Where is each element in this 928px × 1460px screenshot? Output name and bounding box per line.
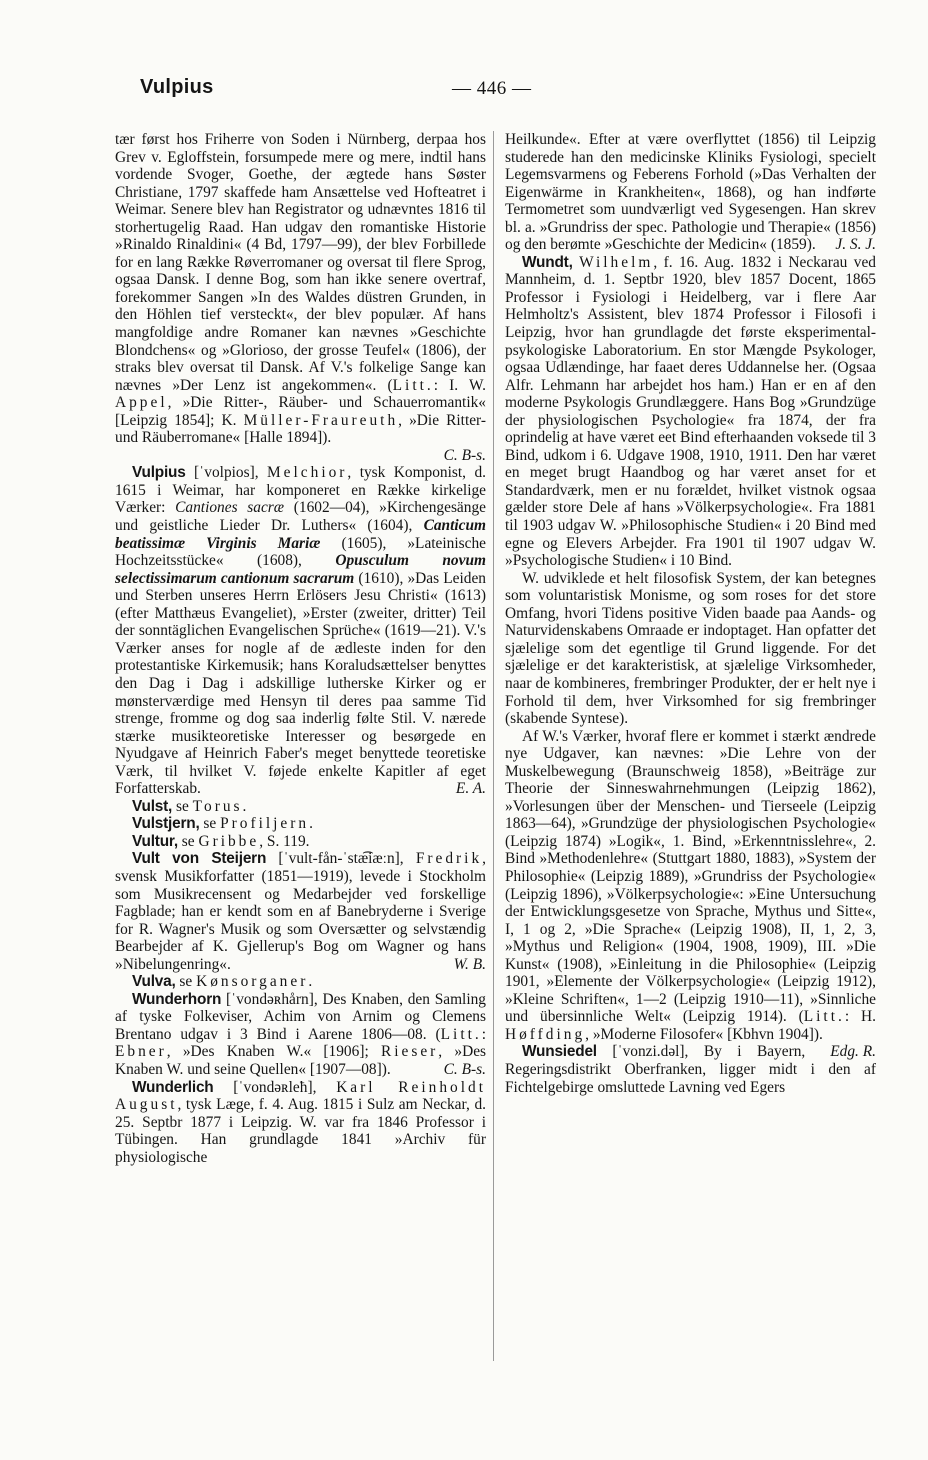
entry-wunderlich: Wunderlich [ˈvondəʀleħ], Karl Reinholdt August, tysk Læge, f. 4. Aug. 1815 i Sulz am Neckar, d. 25. Septbr 1877 i Leipzig. W. var fra 1846 Professor i Tübingen. Han grundlagde 1841 »Archiv für physiologische bbox=[115, 1078, 486, 1166]
headword: Vulpius bbox=[132, 464, 186, 482]
entry-signature: J. S. J. bbox=[835, 236, 876, 254]
entry-vult-von-steijern: Vult von Steijern [ˈvult-fån-ˈstæ͡iæːn], Fredrik, svensk Musikforfatter (1851—1919), levede i Stockholm som Musikrecensent og Medarbejder ved forskellige Fagblade; han er kendt som en af Banebryderne i Sverige for R. Wagner's Musik og som Oversætter og selvstændig Bearbejder af K. Gjellerup's Bog om Wagner og hans »Nibelungenring«. W. B. bbox=[115, 850, 487, 973]
entry-vulva: Vulva, se Kønsorganer. bbox=[132, 973, 313, 991]
entry-signature: E. A. bbox=[455, 780, 486, 798]
column-rule bbox=[493, 131, 494, 1361]
entry-signature: W. B. bbox=[453, 955, 486, 973]
entry-vulstjern: Vulstjern, se Profiljern. bbox=[132, 815, 313, 833]
entry-vulpius-melchior: Vulpius [ˈvolpios], Melchior, tysk Komponist, d. 1615 i Weimar, har komponeret en Række kirkelige Værker: Cantiones sacræ (1602—04), »Kirchengesänge und geistliche Lieder Dr. Luthers« (1604), Canticum beatissimæ Virginis Mariæ (1605), »Lateinische Hochzeitsstücke« (1608), Opusculum novum selectissimarum cantionum sacrarum (1610), »Das Leiden und Sterben unseres Herrn Erlösers Jesu Christi« (1613) (efter Matthæus Evangeliet), »Erster (zweiter, dritter) Teil der sonntäglichen Evangelischen Sprüche« (1619—21). V.'s Værker anses for nogle af de ædleste inden for den protestantiske Kirkemusik; hans Koraludsættelser benyttes den Dag i Dag i adskillige lutherske Kirker og er mønsterværdige med Hensyn til deres paa samme Tid strenge, fromme og dog saa inderlig følte Stil. V. nærede stærke musikteoretiske Interesser og besørgede en Nyudgave af Heinrich Faber's meget benyttede teoretiske Værk, til hvilket V. føjede enkelte Kapitler af eget Forfatterskab. E. A. bbox=[115, 464, 486, 798]
wundt-paragraph-works: Af W.'s Værker, hvoraf flere er kommet i stærkt ændrede nye Udgaver, kan nævnes: »Die Lehre von der Muskelbewegung (Braunschweig 1858), »Beiträge zur Theorie der Sinneswahrnehmungen (Leipzig 1862), »Vorlesungen über der Menschen- und Tierseele (Leipzig 1863—64), »Grundzüge der physiologischen Psychologie« (Leipzig 1874) »Logik«, 1. Bind, »Erkenntnisslehre«, 2. Bind »Methodenlehre« (Stuttgart 1880, 1883), »System der Philosophie« (Leipzig 1889), »Grundriss der Psychologie« (Leipzig 1896), »Völkerpsychologie«: »Eine Untersuchung der Entwicklungsgesetze von Sprache, Mythus und Sitte«, I, 1 og 2, »Die Sprache« (Leipzig 1908), II, 1, 2, 3, »Mythus und Religion« (1904, 1908, 1909), III. »Die Kunst« (1908), »Einleitung in die Philosophie« (Leipzig 1901, »Elemente der Völkerpsychologie« (Leipzig 1912), »Kleine Schriften«, 1—2 (Leipzig 1910—11), »Sinnliche und übersinnliche Welt« (Leipzig 1914). (Litt.: H. Høffding, »Moderne Filosofer« [Kbhvn 1904]). Edg. R. bbox=[505, 727, 876, 1061]
entry-wunderhorn: Wunderhorn [ˈvondəʀhårn], Des Knaben, den Samling af tyske Folkeviser, Achim von Arnim og Clemens Brentano udgav i 3 Bind i Aarene 1806—08. (Litt.: Ebner, »Des Knaben W.« [1906]; Rieser, »Des Knaben W. und seine Quellen« [1907—08]). C. B-s. bbox=[115, 990, 487, 1078]
wundt-paragraph-system: W. udviklede et helt filosofisk System, der kan betegnes som voluntaristisk Monisme, og som roses for det store Omfang, hvori Tidens positive Viden baade paa Aands- og Naturvidenskabens Omraade er indoptaget. Han opfatter det sjælelige som det egentlige til Grund liggende. For det sjælelige er det karakteristisk, at sjælelige Virksomheder, naar de kombineres, frembringer Produkter, der er helt nye i Forhold til dem, hver Virksomhed for sig frembringer (skabende Syntese). bbox=[505, 569, 876, 728]
entry-wundt: Wundt, Wilhelm, f. 16. Aug. 1832 i Neckarau ved Mannheim, d. 1. Septbr 1920, blev 1857 Docent, 1865 Professor i Fysiologi i Heidelberg, var i flere Aar Helmholtz's Assistent, blev 1874 Professor i Filosofi i Leipzig, hvor han grundlagde det første eksperimental-psykologiske Laboratorium. En stor Mængde Psykologer, ogsaa Udlændinge, har faaet deres Uddannelse her. (Ogsaa Alfr. Lehmann har arbejdet hos ham.) Han er en af den moderne Psykologis Grundlæggere. Hans Bog »Grundzüge der physiologischen Psychologie« fra 1874, der fra oprindelig at have været eet Bind efterhaanden voksede til 3 Bind, udkom i 6. Udgave 1908, 1910, 1911. Den har været en meget brugt Haandbog og har været anset for et Standardværk, men er nu forældet, hvilket vistnok ogsaa gælder store Dele af hans »Völkerpsychologie«. Fra 1881 til 1903 udgav W. »Philosophische Studien« i 20 Bind med egne og Elevers Arbejder. Fra 1901 til 1907 udgav W. »Psychologische Studien« i 10 Bind. bbox=[505, 253, 876, 570]
entry-signature: C. B-s. bbox=[443, 1060, 486, 1078]
entry-wunderlich-continued: Heilkunde«. Efter at være overflyttet (1856) til Leipzig studerede han den medicinske Kliniks Fysiologi, specielt Legemsvarmens og Feberens Forhold (»Das Verhalten der Eigenwärme in Krankheiten«, 1868), og han indførte Termometret som uundværligt ved Sygesengen. Han skrev bl. a. »Grundriss der spec. Pathologie und Therapie« (1856) og den berømte »Geschichte der Medicin« (1859). J. S. J. bbox=[505, 131, 876, 254]
running-headword: Vulpius bbox=[140, 76, 214, 98]
right-column bbox=[505, 131, 876, 1096]
entry-vulst: Vulst, se Torus. bbox=[132, 797, 247, 815]
entry-wunsiedel: Wunsiedel [ˈvonzi.dəl], By i Bayern, Regeringsdistrikt Oberfranken, ligger midt i den af Fichtelgebirge omsluttede Lavning ved Egers bbox=[505, 1043, 876, 1096]
entry-vulpius-continued: tær først hos Friherre von Soden i Nürnberg, derpaa hos Grev v. Egloffstein, forsumpede mere og mere, indtil hans vordende Svoger, Goethe, der ægtede hans Søster Christiane, 1797 skaffede ham Ansættelse ved Hofteatret i Weimar. Senere blev han Registrator og udnævntes 1816 til storhertugelig Raad. Han udgav den romantiske Historie »Rinaldo Rinaldini« (4 Bd, 1797—99), der blev Forbillede for en lang Række Røverromaner og oversat til flere Sprog, ogsaa Dansk. I denne Bog, som han ikke senere overtraf, forekommer Sangen »In des Waldes düstren Grunden, in den Höhlen tief versteckt«, der blev populær. Af hans mangfoldige andre Romaner kan nævnes »Geschichte Blondchens« og »Glorioso, der grosse Teufel« (1806), der straks blev oversat til Dansk. Af V.'s folkelige Sange kan nævnes »Der Lenz ist angekommen«. (Litt.: I. W. Appel, »Die Ritter-, Räuber- und Schauerromantik« [Leipzig 1854]; K. Müller-Fraureuth, »Die Ritter- und Räuberromane« [Halle 1894]). bbox=[115, 131, 487, 447]
entry-signature: C. B-s. bbox=[443, 446, 486, 464]
entry-signature: Edg. R. bbox=[830, 1043, 876, 1061]
entry-vultur: Vultur, se Gribbe, S. 119. bbox=[132, 832, 310, 850]
left-column bbox=[115, 131, 486, 1166]
page-number: — 446 — bbox=[452, 78, 532, 99]
